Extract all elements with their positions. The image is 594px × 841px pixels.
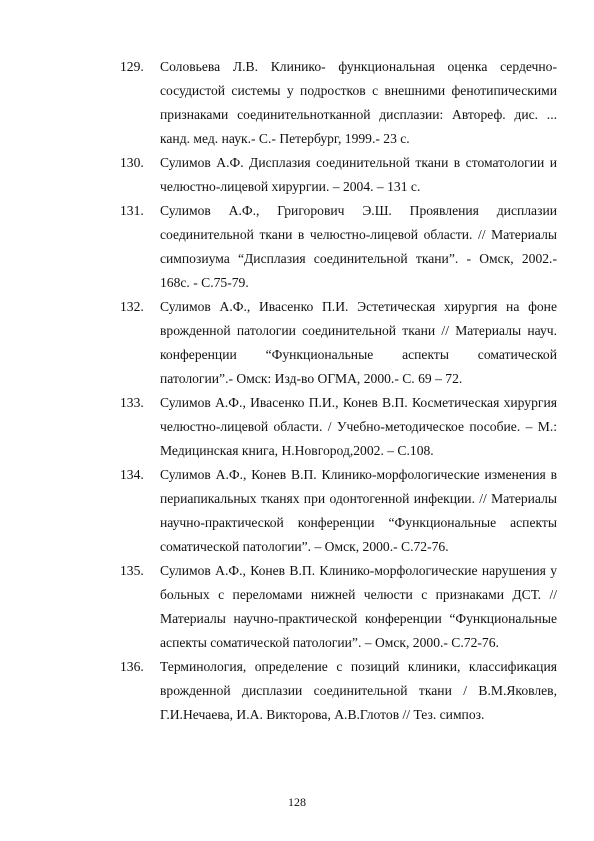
reference-number: 136. bbox=[120, 659, 144, 674]
reference-item bbox=[120, 463, 557, 559]
reference-text: Терминология, определение с позиций клиники, классификация врожденной дисплазии соединительной ткани / В.М.Яковлев, Г.И.Нечаева, И.А. Викторова, А.В.Глотов // Тез. симпоз. bbox=[160, 659, 557, 722]
reference-item bbox=[120, 655, 557, 727]
reference-item bbox=[120, 199, 557, 295]
reference-item bbox=[120, 295, 557, 391]
reference-number: 131. bbox=[120, 203, 144, 218]
reference-item bbox=[120, 55, 557, 151]
reference-text: Сулимов А.Ф., Конев В.П. Клинико-морфологические нарушения у больных с переломами нижней челюсти с признаками ДСТ. // Материалы научно-практической конференции “Функциональные аспекты соматической патологии”. – Омск, 2000.- С.72-76. bbox=[160, 563, 557, 650]
reference-item bbox=[120, 559, 557, 655]
reference-text: Сулимов А.Ф., Ивасенко П.И., Конев В.П. Косметическая хирургия челюстно-лицевой области. / Учебно-методическое пособие. – М.: Медицинская книга, Н.Новгород,2002. – С.108. bbox=[160, 395, 557, 458]
reference-text: Соловьева Л.В. Клинико- функциональная оценка сердечно-сосудистой системы у подростков с внешними фенотипическими признаками соединительнотканной дисплазии: Автореф. дис. ... канд. мед. наук.- С.- Петербург, 1999.- 23 с. bbox=[160, 59, 557, 146]
reference-text: Сулимов А.Ф., Григорович Э.Ш. Проявления дисплазии соединительной ткани в челюстно-лицевой области. // Материалы симпозиума “Дисплазия соединительной ткани”. - Омск, 2002.- 168с. - С.75-79. bbox=[160, 203, 557, 290]
reference-number: 130. bbox=[120, 155, 144, 170]
reference-number: 134. bbox=[120, 467, 144, 482]
reference-list bbox=[120, 55, 557, 727]
reference-number: 133. bbox=[120, 395, 144, 410]
reference-item bbox=[120, 151, 557, 199]
reference-text: Сулимов А.Ф., Конев В.П. Клинико-морфологические изменения в периапикальных тканях при одонтогенной инфекции. // Материалы научно-практической конференции “Функциональные аспекты соматической патологии”. – Омск, 2000.- С.72-76. bbox=[160, 467, 557, 554]
reference-number: 132. bbox=[120, 299, 144, 314]
reference-text: Сулимов А.Ф. Дисплазия соединительной ткани в стоматологии и челюстно-лицевой хирургии. – 2004. – 131 с. bbox=[160, 155, 557, 194]
reference-text: Сулимов А.Ф., Ивасенко П.И. Эстетическая хирургия на фоне врожденной патологии соединительной ткани // Материалы науч. конференции “Функциональные аспекты соматической патологии”.- Омск: Изд-во ОГМА, 2000.- С. 69 – 72. bbox=[160, 299, 557, 386]
reference-number: 129. bbox=[120, 59, 144, 74]
reference-number: 135. bbox=[120, 563, 144, 578]
reference-item bbox=[120, 391, 557, 463]
page-number: 128 bbox=[288, 795, 306, 809]
